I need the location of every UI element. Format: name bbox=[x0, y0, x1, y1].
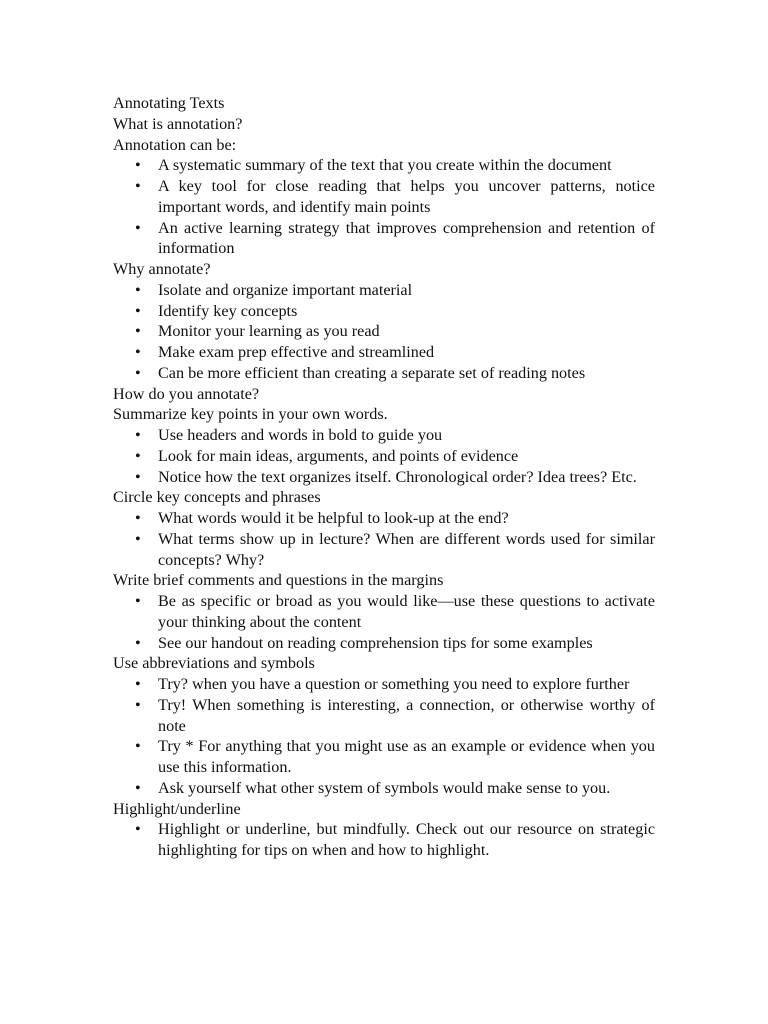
abbreviations-list bbox=[113, 674, 655, 799]
list-item: • Try! When something is interesting, a connection, or otherwise worthy of note bbox=[113, 695, 655, 737]
list-item: • Highlight or underline, but mindfully. Check out our resource on strategic highlighting for tips on when and how to highlight. bbox=[113, 819, 655, 861]
list-item: • Ask yourself what other system of symbols would make sense to you. bbox=[113, 778, 655, 799]
why-list bbox=[113, 280, 655, 384]
list-item: • Notice how the text organizes itself. Chronological order? Idea trees? Etc. bbox=[113, 467, 655, 488]
list-item: • What terms show up in lecture? When are different words used for similar concepts? Why? bbox=[113, 529, 655, 571]
summarize-list bbox=[113, 425, 655, 487]
list-item: • Monitor your learning as you read bbox=[113, 321, 655, 342]
list-item: • A systematic summary of the text that you create within the document bbox=[113, 155, 655, 176]
list-item: • Try * For anything that you might use as an example or evidence when you use this information. bbox=[113, 736, 655, 778]
list-item: • An active learning strategy that improves comprehension and retention of information bbox=[113, 218, 655, 260]
annotation-can-be-intro: Annotation can be: bbox=[113, 135, 237, 154]
subsection-highlight: Highlight/underline bbox=[113, 799, 241, 818]
list-item: • Look for main ideas, arguments, and points of evidence bbox=[113, 446, 655, 467]
list-item: • Can be more efficient than creating a separate set of reading notes bbox=[113, 363, 655, 384]
list-item: • Try? when you have a question or something you need to explore further bbox=[113, 674, 655, 695]
can-be-list bbox=[113, 155, 655, 259]
list-item: • Use headers and words in bold to guide you bbox=[113, 425, 655, 446]
list-item: • See our handout on reading comprehension tips for some examples bbox=[113, 633, 655, 654]
comments-list bbox=[113, 591, 655, 653]
section-what-is-annotation: What is annotation? bbox=[113, 114, 243, 133]
list-item: • Isolate and organize important material bbox=[113, 280, 655, 301]
document-page bbox=[113, 93, 655, 861]
subsection-abbreviations: Use abbreviations and symbols bbox=[113, 654, 315, 673]
list-item: • Make exam prep effective and streamlined bbox=[113, 342, 655, 363]
section-how-annotate: How do you annotate? bbox=[113, 384, 260, 403]
circle-list bbox=[113, 508, 655, 570]
section-why-annotate: Why annotate? bbox=[113, 260, 211, 278]
highlight-list bbox=[113, 819, 655, 861]
list-item: • Be as specific or broad as you would like—use these questions to activate your thinking about the content bbox=[113, 591, 655, 633]
subsection-circle: Circle key concepts and phrases bbox=[113, 488, 321, 507]
list-item: • What words would it be helpful to look-up at the end? bbox=[113, 508, 655, 529]
list-item: • Identify key concepts bbox=[113, 301, 655, 322]
list-item: • A key tool for close reading that helps you uncover patterns, notice important words, and identify main points bbox=[113, 176, 655, 218]
subsection-comments: Write brief comments and questions in the margins bbox=[113, 571, 444, 590]
subsection-summarize: Summarize key points in your own words. bbox=[113, 405, 388, 424]
document-title: Annotating Texts bbox=[113, 94, 225, 112]
